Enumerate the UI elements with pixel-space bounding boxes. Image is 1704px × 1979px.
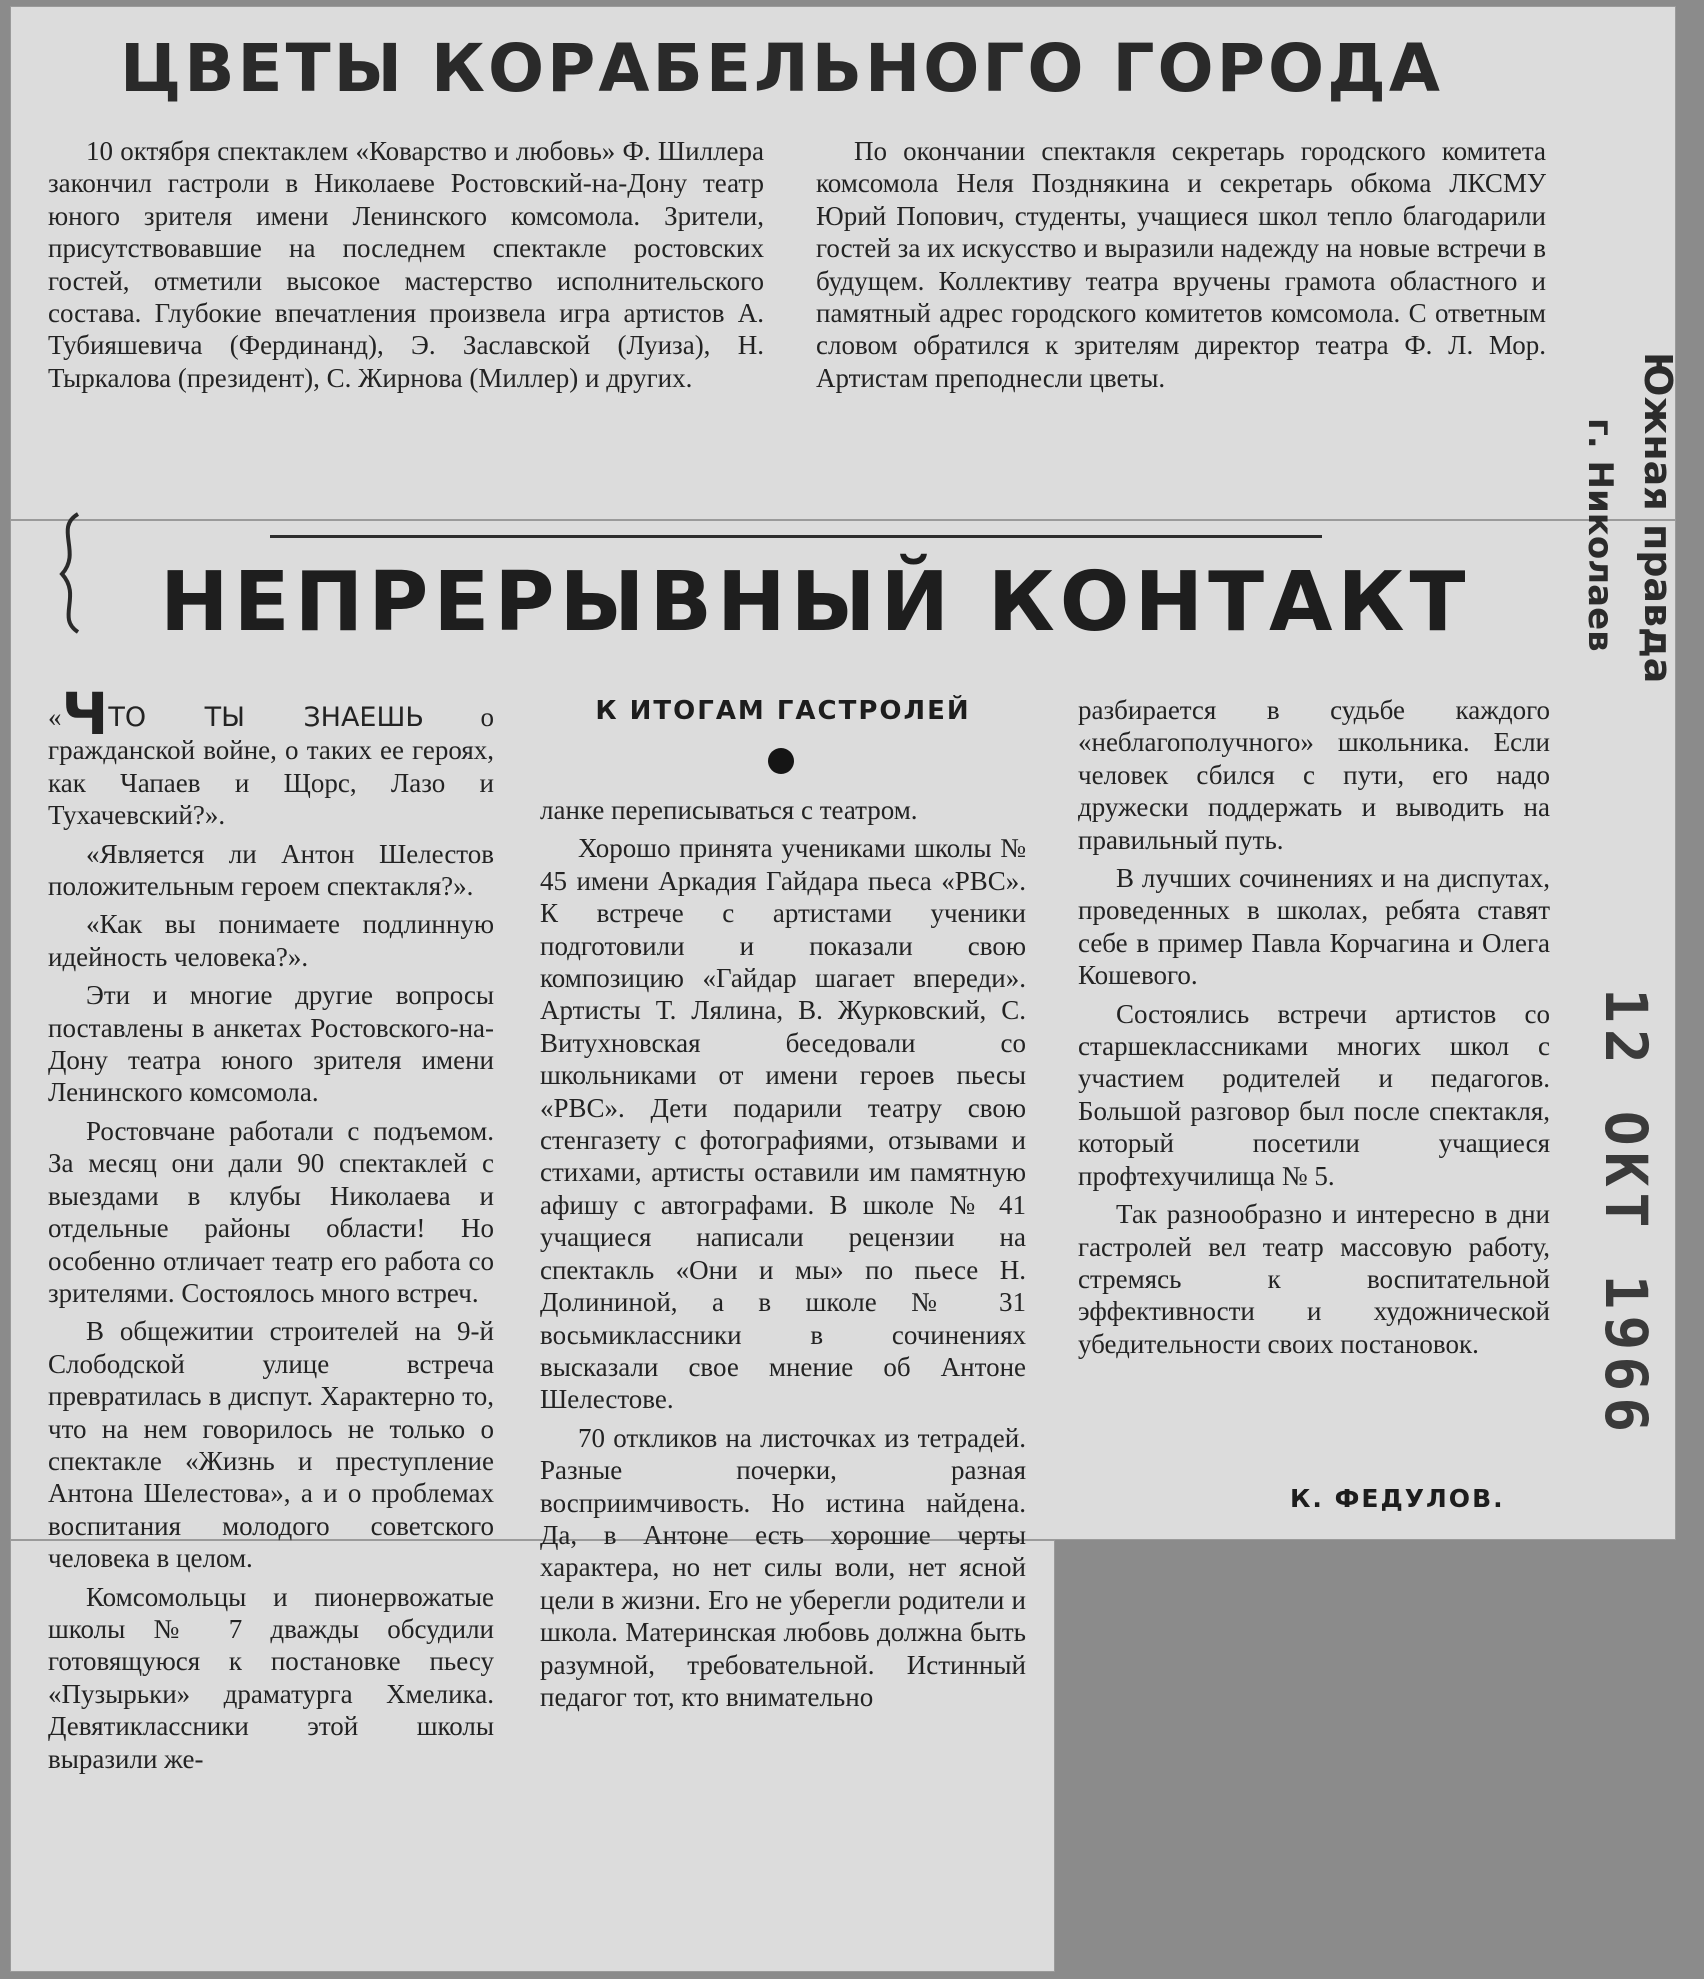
headline-main: НЕПРЕРЫВНЫЙ КОНТАКТ	[160, 555, 1471, 650]
lead-open-quote: «	[48, 702, 62, 732]
paragraph: Эти и многие другие вопросы поставлены в анкетах Ростовского-на-Дону театра юного зрителя имени Ленинского комсомола.	[48, 980, 494, 1108]
article-column-1	[48, 680, 495, 1781]
paragraph: Состоялись встречи артистов со старшеклассниками многих школ с участием родителей и педагогов. Большой разговор был после спектакля, который посетили учащиеся профтехучилища № 5.	[1078, 998, 1550, 1191]
separator-rule	[270, 535, 1322, 538]
article-column-3	[1078, 694, 1550, 1366]
bullet-dot	[768, 748, 794, 774]
bracket-mark	[48, 508, 88, 638]
paragraph: Ростовчане работали с подъемом. За месяц они дали 90 спектаклей с выездами в клубы Николаева и отдельные районы области! Но особенно отличает театр его работа со зрителями. Состоялось много встреч.	[48, 1115, 494, 1308]
paragraph: По окончании спектакля секретарь городского комитета комсомола Неля Позднякина и секретарь обкома ЛКСМУ Юрий Попович, студенты, учащиеся школ тепло благодарили гостей за их искусство и выразили надежду на новые встречи в будущем. Коллективу театра вручены грамота областного и памятный адрес городского комитетов комсомола. С ответным словом обратился к зрителям директор театра Ф. Л. Мор. Артистам преподнесли цветы.	[816, 136, 1546, 393]
top-right-column	[816, 135, 1546, 400]
paragraph: 70 откликов на листочках из тетрадей. Разные почерки, разная восприимчивость. Но истина найдена. Да, в Антоне есть хорошие черты характера, но нет силы воли, нет ясной цели в жизни. Его не уберегли родители и школа. Материнская любовь должна быть разумной, требовательной. Истинный педагог тот, кто внимательно	[540, 1422, 1026, 1712]
author-signature: К. ФЕДУЛОВ.	[1290, 1484, 1505, 1513]
article-column-2	[540, 794, 1026, 1719]
paragraph: Хорошо принята учениками школы № 45 имени Аркадия Гайдара пьеса «РВС». К встрече с артистами ученики подготовили и показали свою композицию «Гайдар шагает впереди». Артисты Т. Лялина, В. Журковский, С. Витухновская беседовали со школьниками от имени героев пьесы «РВС». Дети подарили театру свою стенгазету с фотографиями, отзывами и стихами, артисты оставили им памятную афишу с автографами. В школе № 41 учащиеся написали рецензии на спектакль «Они и мы» по пьесе Н. Долининой, а в школе № 31 восьмиклассники в сочинениях высказали свое мнение об Антоне Шелестове.	[540, 833, 1026, 1415]
top-left-column	[48, 135, 764, 400]
drop-cap: Ч	[61, 680, 109, 748]
paragraph: разбирается в судьбе каждого «неблагополучного» школьника. Если человек сбился с пути, его надо дружески поддержать и выводить на правильный путь.	[1078, 695, 1550, 855]
date-stamp: 12 ОКТ 1966	[1592, 988, 1660, 1439]
margin-newspaper-name: Южная правда	[1636, 352, 1680, 684]
lead-text: о гражданской войне, о таких ее героях, как Чапаев и Щорс, Лазо и Тухачевский?».	[48, 702, 495, 831]
margin-city: г. Николаев	[1580, 418, 1620, 652]
subheading: К ИТОГАМ ГАСТРОЛЕЙ	[595, 696, 971, 726]
paragraph: «Как вы понимаете подлинную идейность человека?».	[48, 909, 494, 972]
headline-top: ЦВЕТЫ КОРАБЕЛЬНОГО ГОРОДА	[120, 30, 1444, 107]
paragraph: В общежитии строителей на 9-й Слободской улице встреча превратилась в диспут. Характерно то, что на нем говорилось не только о спектакле «Жизнь и преступление Антона Шелестова», а и о проблемах воспитания молодого советского человека в целом.	[48, 1316, 494, 1574]
paragraph: Так разнообразно и интересно в дни гастролей вел театр массовую работу, стремясь к воспитательной эффективности и художнической убедительности своих постановок.	[1078, 1199, 1550, 1359]
paragraph: Комсомольцы и пионервожатые школы № 7 дважды обсудили готовящуюся к постановке пьесу «Пузырьки» драматурга Хмелика. Девятиклассники этой школы выразили же-	[48, 1581, 494, 1774]
paragraph: ланке переписываться с театром.	[540, 795, 918, 825]
paragraph: В лучших сочинениях и на диспутах, проведенных в школах, ребята ставят себе в пример Павла Корчагина и Олега Кошевого.	[1078, 863, 1550, 991]
paragraph: «Является ли Антон Шелестов положительным героем спектакля?».	[48, 838, 494, 902]
lead-paragraph	[48, 680, 495, 832]
lead-caps: ТО ТЫ ЗНАЕШЬ	[108, 702, 424, 733]
paragraph: 10 октября спектаклем «Коварство и любовь» Ф. Шиллера закончил гастроли в Николаеве Ростовский-на-Дону театр юного зрителя имени Ленинского комсомола. Зрители, присутствовавшие на последнем спектакле ростовских гостей, отметили высокое мастерство исполнительского состава. Глубокие впечатления произвела игра артистов А. Тубияшевича (Фердинанд), Э. Заславской (Луиза), Н. Тыркалова (президент), С. Жирнова (Миллер) и других.	[48, 136, 764, 393]
